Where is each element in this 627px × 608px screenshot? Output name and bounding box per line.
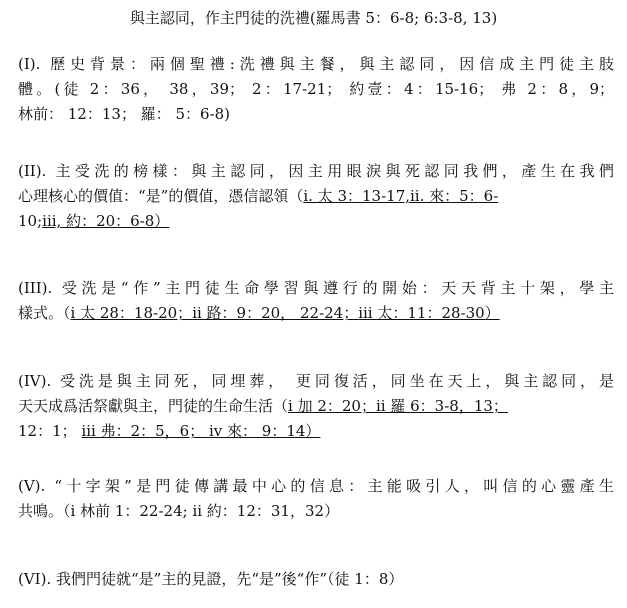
section-2 (18, 159, 614, 234)
section-3-line-1: (III). 受洗是“作”主門徒生命學習與遵行的開始：天天背主十架，學主 (18, 279, 614, 297)
reference-matthew: i. 太 3：13-17, (303, 187, 410, 205)
section-2-text: 心理核心的價值：“是”的價值，憑信認領（ (18, 187, 304, 205)
reference-romans-6: ii 羅 6：3-8，13； (375, 397, 508, 415)
reference-john: iii, 約：20：6-8） (42, 212, 170, 230)
section-5 (18, 474, 614, 524)
section-4 (18, 369, 614, 444)
section-6 (18, 567, 614, 592)
section-2-line-2 (18, 184, 614, 209)
section-5-line-1: (V). “十字架”是門徒傳講最中心的信息：主能吸引人，叫信的心靈產生 (18, 477, 614, 495)
section-3-text: 樣式。（ (18, 304, 71, 322)
section-4-line-1: (IV). 受洗是與主同死，同埋葬， 更同復活，同坐在天上，與主認同，是 (18, 372, 614, 390)
section-6-line-1: (VI). 我們門徒就“是”主的見證，先“是”後“作”（徒 1：8） (18, 570, 404, 588)
reference-hebrews: ii. 來：5：6- (410, 187, 499, 205)
page-title: 與主認同，作主門徒的洗禮(羅馬書 5：6-8; 6:3-8, 13) (129, 9, 498, 27)
reference-luke-9: ii 路：9：20， 22-24； (192, 304, 359, 322)
section-2-cont: 10; (18, 212, 43, 230)
reference-hebrews-9: iv 來： 9：14） (208, 422, 321, 440)
section-4-cont: 12：1； (18, 422, 82, 440)
reference-galatians: i 加 2：20； (288, 397, 376, 415)
section-1-line-3: 林前： 12：13； 羅： 5：6-8) (18, 105, 231, 123)
reference-matthew-28: i 太 28：18-20； (70, 304, 193, 322)
section-4-line-2 (18, 394, 614, 419)
reference-ephesians: iii 弗：2：5，6； (81, 422, 209, 440)
section-3 (18, 276, 614, 326)
reference-matthew-11: iii 太：11：28-30） (358, 304, 500, 322)
section-2-line-3 (18, 209, 614, 234)
section-4-line-3 (18, 419, 614, 444)
section-3-line-2 (18, 301, 614, 326)
section-5-line-2: 共鳴。（i 林前 1：22-24; ii 約：12：31，32） (18, 502, 340, 520)
section-1 (18, 52, 614, 127)
section-2-line-1: (II). 主受洗的榜樣：與主認同，因主用眼淚與死認同我們，產生在我們 (18, 162, 614, 180)
section-1-line-1: (I). 歷史背景：兩個聖禮:洗禮與主餐，與主認同，因信成主門徒主肢 (18, 55, 614, 73)
section-1-line-2: 體。(徒 2：36， 38，39； 2：17-21； 約壹：4：15-16； 弗 2：8，9； (18, 80, 614, 98)
section-4-text: 天天成爲活祭獻與主，門徒的生命生活（ (18, 397, 289, 415)
